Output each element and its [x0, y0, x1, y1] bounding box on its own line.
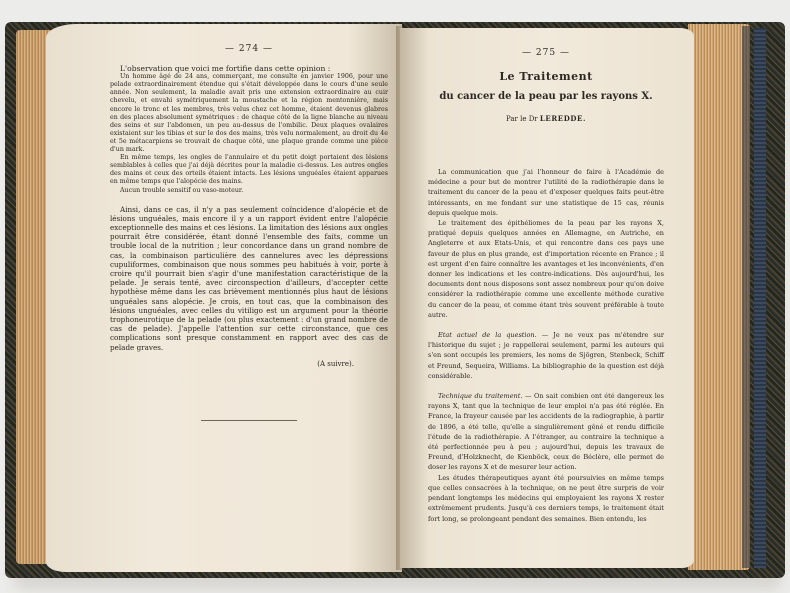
article-paragraph: La communication que j'ai l'honneur de faire à l'Académie de médecine a pour but de montrer l'utilité de la radiothérapie dans le traitement du cancer de la peau et d'exposer quelques faits peut-être intéressants, en me fondant sur une statistique de 15 cas, réunis depuis quelque mois. — [428, 168, 664, 217]
cover-edge — [754, 28, 766, 568]
case-paragraph: Aucun trouble sensitif ou vaso-moteur. — [120, 186, 244, 194]
right-page-number: — 275 — — [522, 48, 570, 58]
to-be-continued: (A suivre). — [317, 359, 354, 368]
left-lead-sentence: L'observation que voici me fortifie dans cette opinion : — [120, 64, 331, 73]
left-page-number: — 274 — — [225, 44, 273, 54]
article-paragraph: Les études thérapeutiques ayant été poursuivies en même temps que celles consacrées à la technique, on ne peut être surpris de voir pendant longtemps les médecins qui employaient les rayons X rester extrêmement prudents. Jusqu'à ces derniers temps, le traitement était fort long, se prolongeant pendant des semaines. Bien entendu, les — [428, 473, 664, 523]
section-paragraph — [428, 330, 664, 381]
article-author — [428, 114, 664, 123]
section-paragraph — [428, 391, 664, 473]
article-paragraph: Le traitement des épithéliomes de la peau par les rayons X, pratiqué depuis quelques années en Allemagne, en Autriche, en Angleterre et aux Etats-Unis, et qui rencontre dans ces pays une faveur de plus en plus grande, est d'importation récente en France ; il est urgent d'en faire connaître les avantages et les inconvénients, d'en donner les indications et les contre-indications. Dès aujourd'hui, les documents dont nous disposons sont assez nombreux pour qu'on doive considérer la radiothérapie comme une excellente méthode curative du cancer de la peau, et comme étant très souvent préférable à toute autre. — [428, 219, 664, 319]
section-text: — On sait combien ont été dangereux les rayons X, tant que la technique de leur emploi n'a pas été réglée. En France, la frayeur causée par les accidents de la radiographie, à partir de 1896, a été telle, qu'elle a singulièrement gêné et rendu difficile l'étude de la radiothérapie. A l'étranger, au contraire la technique a été perfectionnée peu à peu ; aujourd'hui, depuis les travaux de Freund, d'Holzknecht, de Kienböck, ceux de Béclère, elle permet de doser les rayons X et de mesurer leur action. — [428, 392, 664, 472]
author-prefix: Par le Dr — [505, 115, 538, 123]
article-title: Le Traitement — [499, 70, 593, 83]
article-subtitle: du cancer de la peau par les rayons X. — [439, 91, 653, 102]
section-heading: Technique du traitement. — [438, 392, 523, 401]
section-heading: Etat actuel de la question. — [438, 331, 537, 340]
case-paragraph: Un homme âgé de 24 ans, commerçant, me consulte en janvier 1906, pour une pelade extraordinairement étendue qui s'était développée dans le cours d'une seule année. Non seulement, la maladie avait pris une extension extraordinaire au cuir chevelu, et envahi symétriquement la moustache et la région mentonnière, mais encore le tronc et les membres, très velus chez cet homme, étaient devenus glabres en des places absolument symétriques : de chaque côté de la ligne blanche au niveau des seins et sur l'abdomen, un peu au-dessus de l'ombilic. Deux plaques ovalaires existaient sur les tibias et sur le dos des mains, très velu normalement, au droit du 4e et 5e métacarpiens se trouvait de chaque côté, une plaque grande comme une pièce d'un mark. — [110, 73, 388, 154]
author-name: LEREDDE. — [539, 114, 587, 123]
case-paragraph: En même temps, les ongles de l'annulaire et du petit doigt portaient des lésions semblables à celles que j'ai déjà décrites pour la maladie ci-dessus. Les autres ongles des mains et ceux des orteils étaient intacts. Les lésions unguéales étaient apparues en même temps que l'alopécie des mains. — [110, 154, 388, 186]
right-page — [400, 28, 694, 568]
section-text: — Je ne veux pas m'étendre sur l'historique du sujet ; je rappellerai seulement, parmi les auteurs qui s'en sont occupés les premiers, les noms de Sjögren, Stenbeck, Schiff et Freund, Sequeira, Williams. La bibliographie de la question est déjà considérable. — [428, 331, 664, 380]
right-page-edges — [688, 24, 750, 570]
right-edge-shade — [742, 26, 750, 568]
end-rule — [201, 420, 297, 421]
left-page — [46, 24, 402, 572]
main-paragraph: Ainsi, dans ce cas, il n'y a pas seulement coïncidence d'alopécie et de lésions unguéales, mais encore il y a un rapport évident entre l'alopécie exceptionnelle des mains et ces lésions. La limitation des lésions aux ongles pourrait être considérée, étant donné l'ensemble des faits, comme un trouble local de la nutrition ; leur concordance dans un grand nombre de cas, la combinaison particulière des cannelures avec les dépressions cupuliformes, combinaison que nous sommes peu habitués à voir, porte à croire qu'il pourrait bien s'agir d'une manifestation caractéristique de la pelade. Je serais tenté, avec circonspection d'ailleurs, d'accepter cette hypothèse même dans les cas brièvement mentionnés plus haut de lésions unguéales sans alopécie. Je crois, en tout cas, que la combinaison des lésions unguéales, avec celles du vitiligo est un argument pour la théorie trophoneurotique de la pelade (ou plus exactement : d'un grand nombre de cas de pelade). J'appelle l'attention sur cette circonstance, que ces complications sont presque constamment en rapport avec des cas de pelade graves. — [110, 204, 388, 352]
